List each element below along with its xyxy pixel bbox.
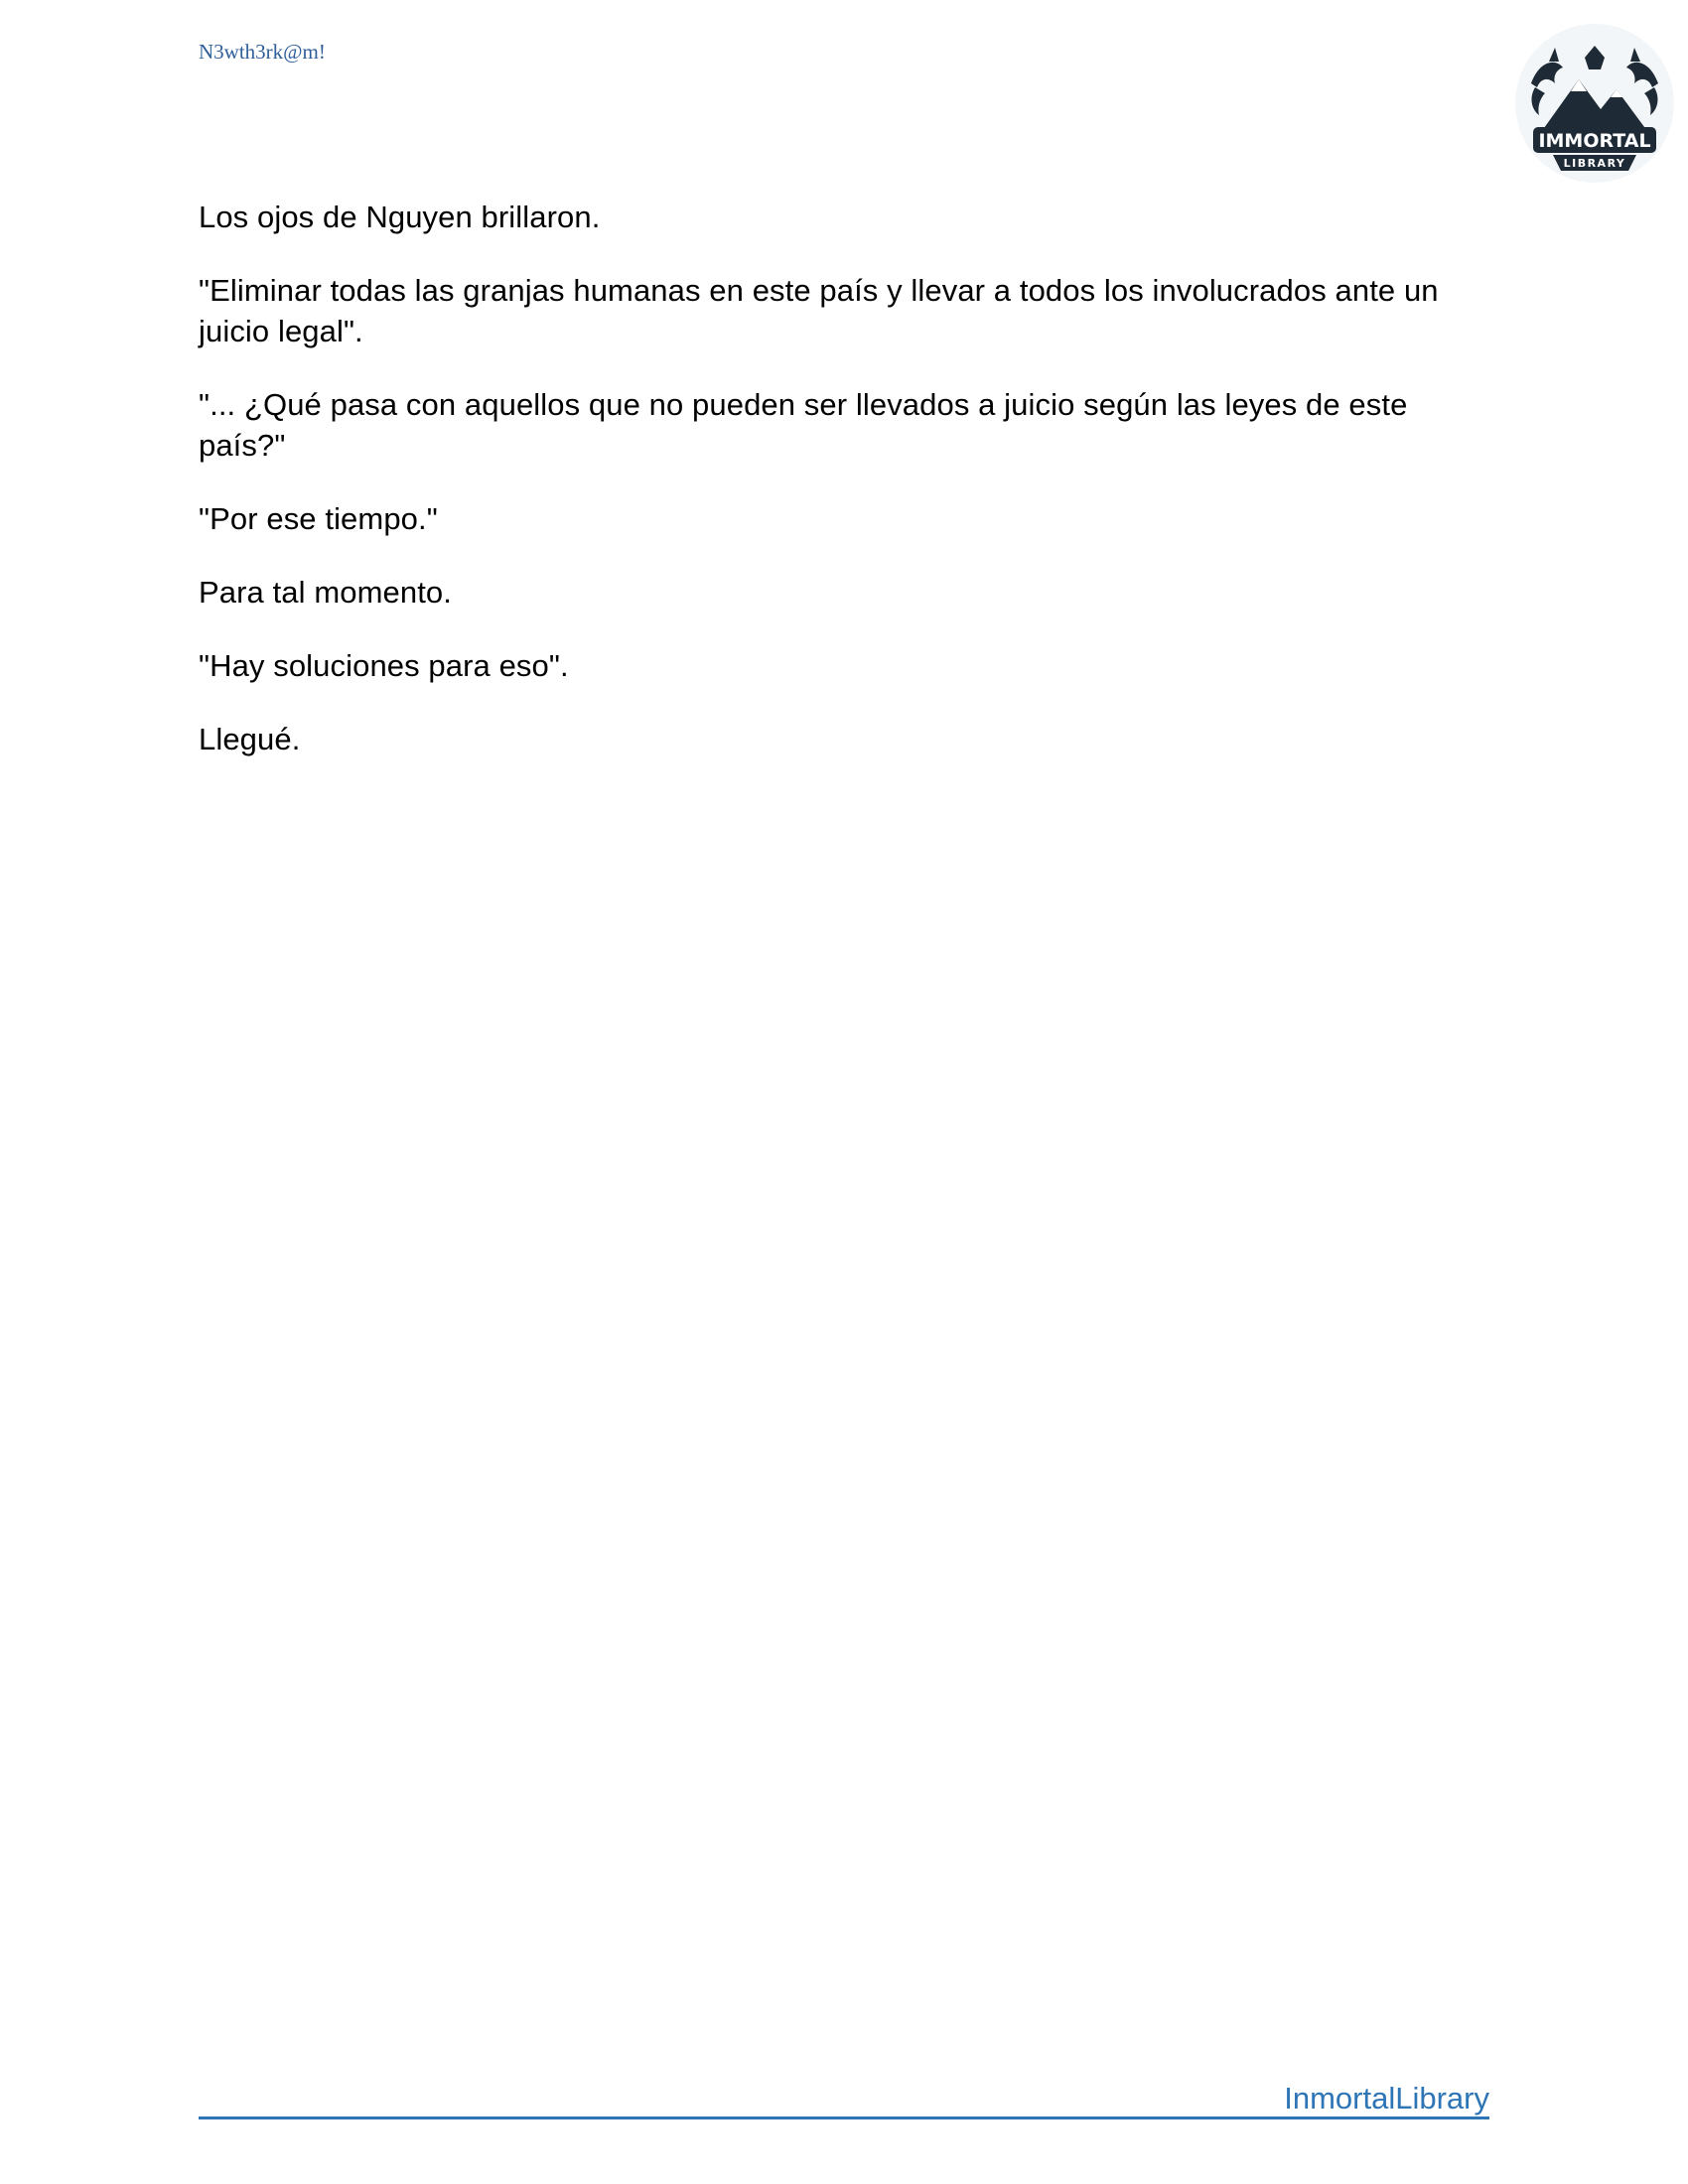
immortal-library-logo-icon [1509, 18, 1680, 189]
svg-text:LIBRARY: LIBRARY [1563, 157, 1626, 170]
footer-link-inmortal-library[interactable]: InmortalLibrary [1284, 2081, 1489, 2116]
footer-rule [199, 2077, 1489, 2119]
svg-text:IMMORTAL: IMMORTAL [1538, 130, 1651, 152]
paragraph: Llegué. [199, 722, 301, 756]
paragraph: "... ¿Qué pasa con aquellos que no pueden ser llevados a juicio según las leyes de este país?" [199, 387, 1408, 463]
header-tag: N3wth3rk@m! [199, 40, 326, 64]
paragraph: Los ojos de Nguyen brillaron. [199, 200, 601, 234]
paragraph: "Por ese tiempo." [199, 501, 438, 536]
paragraph: Para tal momento. [199, 575, 452, 610]
paragraph: "Hay soluciones para eso". [199, 648, 569, 683]
paragraph: "Eliminar todas las granjas humanas en este país y llevar a todos los involucrados ante un juicio legal". [199, 273, 1439, 348]
document-body [199, 197, 1499, 792]
